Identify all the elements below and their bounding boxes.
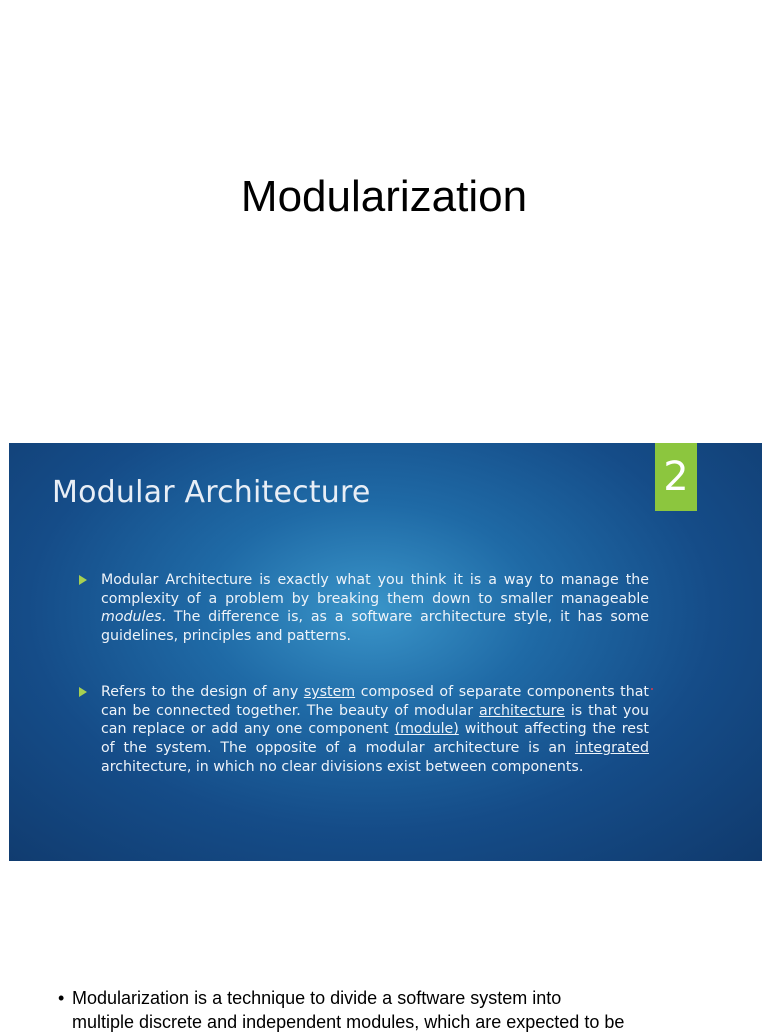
- decorative-dot: [651, 688, 653, 690]
- link-system: system: [303, 684, 356, 700]
- slide-bullet-2: [79, 683, 649, 777]
- emphasis-modules: modules: [101, 609, 162, 626]
- slide-title: Modular Architecture: [52, 475, 371, 510]
- link-integrated: integrated: [574, 740, 649, 757]
- link-module: (module): [394, 721, 459, 738]
- page-title: Modularization: [240, 172, 528, 221]
- body-line-2: multiple discrete and independent modules, which are expected to be: [72, 1012, 625, 1032]
- body-line-1: • Modularization is a technique to divide a software system into: [58, 988, 562, 1008]
- slide-bullet-1-text: Modular Architecture is exactly what you think it is a way to manage the complexity of a problem by breaking them down to smaller manageable modules. The difference is, as a software architecture style, it has some guidelines, principles and patterns.: [101, 572, 649, 645]
- bullet-mark: •: [58, 988, 65, 1008]
- slide-bullet-2-text: Refers to the design of any system composed of separate components that can be connected together. The beauty of modular architecture is that you can replace or add any one component (module) without affecting the rest of the system. The opposite of a modular architecture is an integrated architecture, in which no clear divisions exist between components.: [101, 684, 650, 775]
- slide-number-badge: 2: [655, 443, 697, 511]
- slide-image: [9, 443, 762, 861]
- body-bullet: [58, 986, 748, 1034]
- bullet-arrow-icon: [79, 575, 87, 585]
- bullet-arrow-icon: [79, 687, 87, 697]
- link-architecture: architecture: [479, 702, 565, 719]
- slide-bullet-1: [79, 571, 649, 646]
